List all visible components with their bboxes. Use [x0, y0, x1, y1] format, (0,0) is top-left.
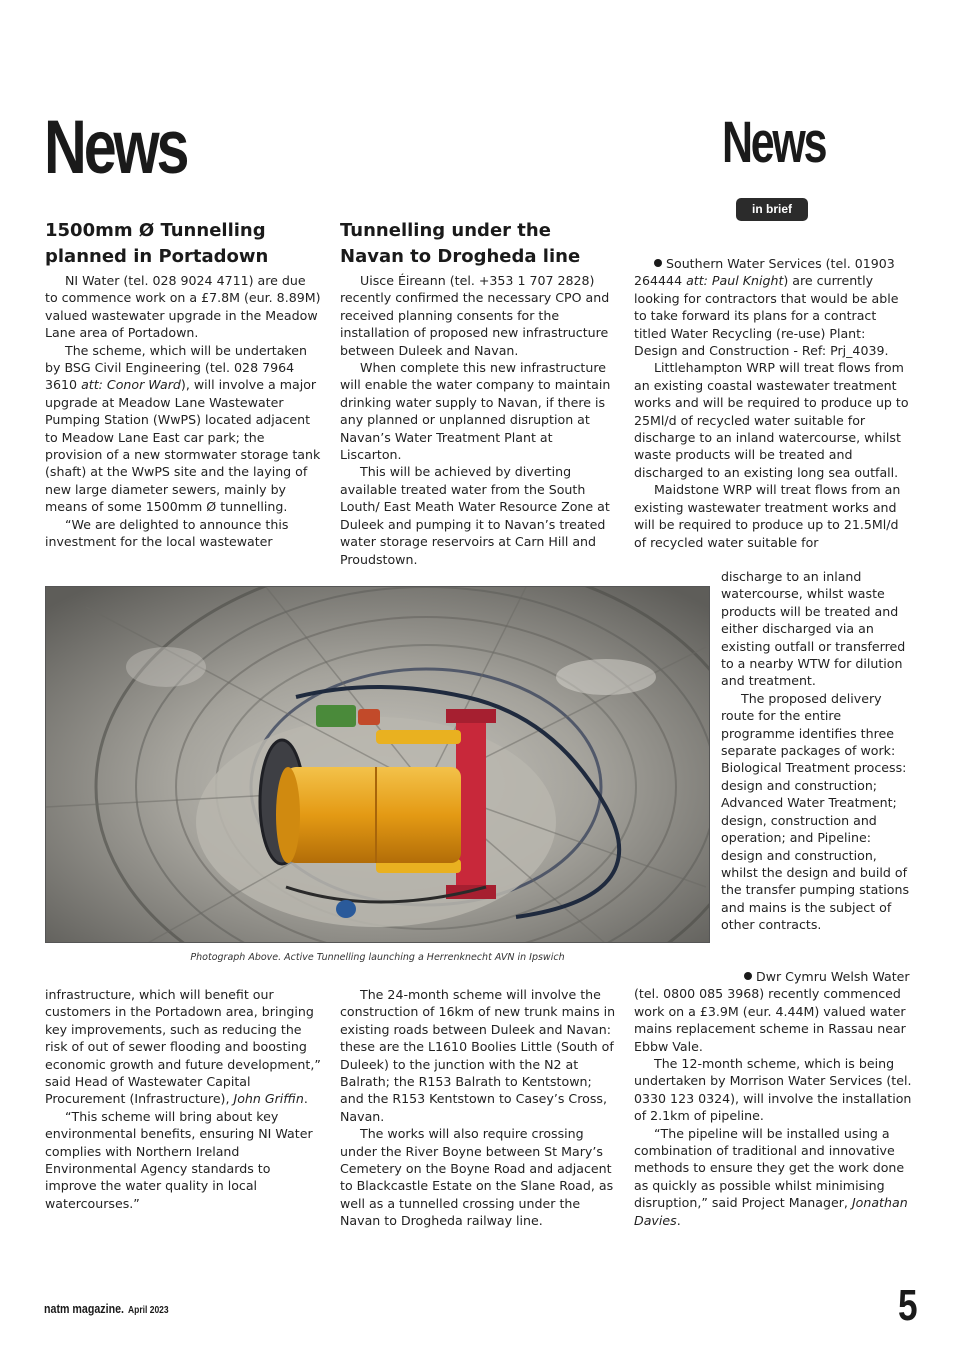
article2-body-bottom — [340, 986, 618, 1230]
brief1-paragraph-3a: Maidstone WRP will treat flows from an existing wastewater treatment works and will be required to produce up to 21.5Ml/d of recycled water suitable for — [634, 482, 901, 550]
person-name: John Griffin — [233, 1091, 304, 1107]
brief1-paragraph-4: The proposed delivery route for the entire programme identifies three separate packages of work: Biological Treatment process: design and construction; Advanced Water Treatment; design, construction and operation; and Pipeline: design and construction, whilst the design and build of the transfer pumping stations and mains is the subject of other contracts. — [721, 690, 910, 933]
brief1-paragraph-2: Littlehampton WRP will treat flows from an existing coastal wastewater treatment works and will be required to produce up to 25Ml/d of recycled water suitable for discharge to an inland watercourse, whilst waste products will be treated and discharged to an existing long sea outfall. — [634, 360, 909, 480]
contact-name: att: Paul Knight — [686, 273, 784, 289]
brief1-body-top — [634, 255, 912, 551]
article2-headline-block — [340, 218, 610, 270]
in-brief-badge: in brief — [736, 198, 808, 221]
tunnel-shaft-photo — [45, 586, 710, 943]
article2-paragraph-1: Uisce Éireann (tel. +353 1 707 2828) recently confirmed the necessary CPO and received planning consents for the installation of proposed new infrastructure between Duleek and Navan. — [340, 273, 610, 358]
page-number: 5 — [898, 1281, 918, 1330]
article2-paragraph-4: The 24-month scheme will involve the construction of 16km of new trunk mains in existing roads between Duleek and Navan: these are the L1610 Boolies Little (South of Duleek) to the junction with the N2 at Balrath; the R153 Balrath to Kentstown; and the R153 Kentstown to Casey’s Cross, Navan. — [340, 987, 616, 1124]
article2-body-top — [340, 272, 618, 568]
in-brief-title: News — [722, 110, 826, 175]
issue-date: April 2023 — [128, 1305, 169, 1316]
brief1-body-wrap — [721, 568, 913, 934]
brief2-body — [634, 968, 912, 1229]
brief1-paragraph-3b: discharge to an inland watercourse, whilst waste products will be treated and either discharged via an existing outfall or transferred to a nearby WTW for dilution and treatment. — [721, 569, 906, 689]
article1-headline-block — [45, 218, 295, 270]
article1-paragraph-1: NI Water (tel. 028 9024 4711) are due to commence work on a £7.8M (eur. 8.89M) valued wastewater upgrade in the Meadow Lane area of Portadown. — [45, 273, 321, 341]
article1-paragraph-2: The scheme, which will be undertaken by BSG Civil Engineering (tel. 028 7964 3610 att: Conor Ward), will involve a major upgrade at Meadow Lane Wastewater Pumping Station (WwPS) located adjacent to Meadow Lane East car park; the provision of a new stormwater storage tank (shaft) at the WwPS site and the laying of new large diameter sewers, mainly by means of some 1500mm Ø tunnelling. — [45, 342, 321, 515]
article1-body-top — [45, 272, 321, 551]
article2-headline: Tunnelling under the Navan to Drogheda line — [340, 220, 581, 267]
article1-body-bottom — [45, 986, 321, 1212]
article1-paragraph-4: “This scheme will bring about key environmental benefits, ensuring NI Water complies with Northern Ireland Environmental Agency standards to improve the water quality in local watercourses.” — [45, 1108, 313, 1211]
article2-paragraph-3: This will be achieved by diverting available treated water from the South Louth/ East Meath Water Resource Zone at Duleek and pumping it to Navan’s treated water storage reservoirs at Carn Hill and Proudstown. — [340, 464, 610, 567]
article1-paragraph-3-cont: infrastructure, which will benefit our customers in the Portadown area, bringing key improvements, such as reducing the risk of out of sewer flooding and boosting economic growth and future development,” said Head of Wastewater Capital Procurement (Infrastructure), John Griffin. — [45, 987, 321, 1107]
brief1-paragraph-1: Southern Water Services (tel. 01903 264444 att: Paul Knight) are currently looking for contractors that would be able to take forward its plans for a contract titled Water Recycling (re-use) Plant: Design and Construction - Ref: Prj_4039. — [634, 256, 899, 359]
brief2-paragraph-1: Dwr Cymru Welsh Water (tel. 0800 085 3968) recently commenced work on a £3.9M (eur. 4.44M) valued water mains replacement scheme in Rassau near Ebbw Vale. — [634, 969, 910, 1054]
brief2-paragraph-3: “The pipeline will be installed using a combination of traditional and innovative methods to ensure they get the work done as quickly as possible whilst minimising disruption,” said Project Manager, Jonathan Davies. — [634, 1125, 908, 1228]
article2-paragraph-2: When complete this new infrastructure will enable the water company to maintain drinking water supply to Navan, if there is any planned or unplanned disruption at Navan’s Water Treatment Plant at Liscarton. — [340, 360, 611, 463]
contact-name: att: Conor Ward — [81, 377, 181, 393]
magazine-name: natm magazine. — [44, 1301, 124, 1316]
bullet-icon — [744, 972, 752, 980]
section-title: News — [44, 105, 187, 190]
bullet-icon — [654, 259, 662, 267]
brief2-paragraph-2: The 12-month scheme, which is being undertaken by Morrison Water Services (tel. 0330 123 0324), will involve the installation of 2.1km of pipeline. — [634, 1056, 912, 1124]
photo-caption: Photograph Above. Active Tunnelling launching a Herrenknecht AVN in Ipswich — [190, 952, 565, 963]
article2-paragraph-5: The works will also require crossing under the River Boyne between St Mary’s Cemetery on the Boyne Road and adjacent to Blackcastle Estate on the Slane Road, as well as a tunnelled crossing under the Navan to Drogheda railway line. — [340, 1126, 614, 1229]
article1-headline: 1500mm Ø Tunnelling planned in Portadown — [45, 220, 269, 267]
person-name: Jonathan Davies — [634, 1195, 908, 1228]
article1-paragraph-3: “We are delighted to announce this investment for the local wastewater — [45, 516, 289, 550]
